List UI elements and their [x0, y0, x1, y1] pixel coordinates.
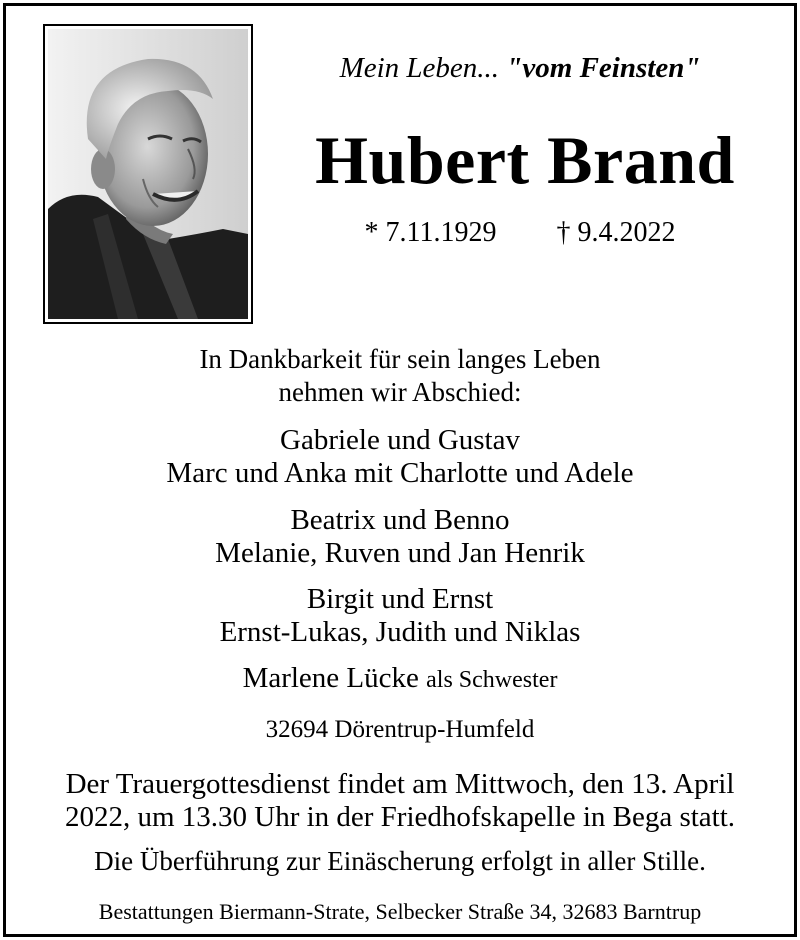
portrait-photo-frame	[43, 24, 253, 324]
motto-prefix: Mein Leben...	[339, 52, 507, 84]
service-line: Der Trauergottesdienst findet am Mittwoch, den 13. April	[65, 768, 735, 800]
service-line: 2022, um 13.30 Uhr in der Friedhofskapelle in Bega statt.	[64, 801, 736, 833]
location: 32694 Dörentrup-Humfeld	[265, 716, 535, 743]
sister-line	[0, 662, 800, 697]
intro-text	[0, 343, 800, 409]
family-group-2	[0, 504, 800, 570]
intro-line: In Dankbarkeit für sein langes Leben	[199, 344, 601, 374]
life-dates	[280, 213, 760, 253]
cremation-note: Die Überführung zur Einäscherung erfolgt in aller Stille.	[94, 846, 706, 876]
deceased-name: Hubert Brand	[315, 122, 735, 198]
sister-name: Marlene Lücke	[242, 662, 419, 694]
family-line: Melanie, Ruven und Jan Henrik	[215, 537, 585, 569]
portrait-photo	[48, 29, 248, 319]
motto-emphasis: "vom Feinsten"	[506, 52, 701, 84]
funeral-home: Bestattungen Biermann-Strate, Selbecker Straße 34, 32683 Barntrup	[98, 899, 702, 924]
family-group-1	[0, 424, 800, 490]
service-info	[0, 768, 800, 834]
sister-role: als Schwester	[426, 667, 558, 693]
intro-line: nehmen wir Abschied:	[278, 377, 522, 407]
family-group-3	[0, 583, 800, 649]
family-line: Gabriele und Gustav	[280, 424, 520, 456]
motto	[280, 48, 760, 88]
family-line: Ernst-Lukas, Judith und Niklas	[219, 616, 581, 648]
birth-date: * 7.11.1929	[364, 217, 497, 248]
family-line: Beatrix und Benno	[290, 504, 510, 536]
family-line: Marc und Anka mit Charlotte und Adele	[166, 457, 634, 489]
death-date: † 9.4.2022	[556, 217, 676, 248]
family-line: Birgit und Ernst	[306, 583, 494, 615]
